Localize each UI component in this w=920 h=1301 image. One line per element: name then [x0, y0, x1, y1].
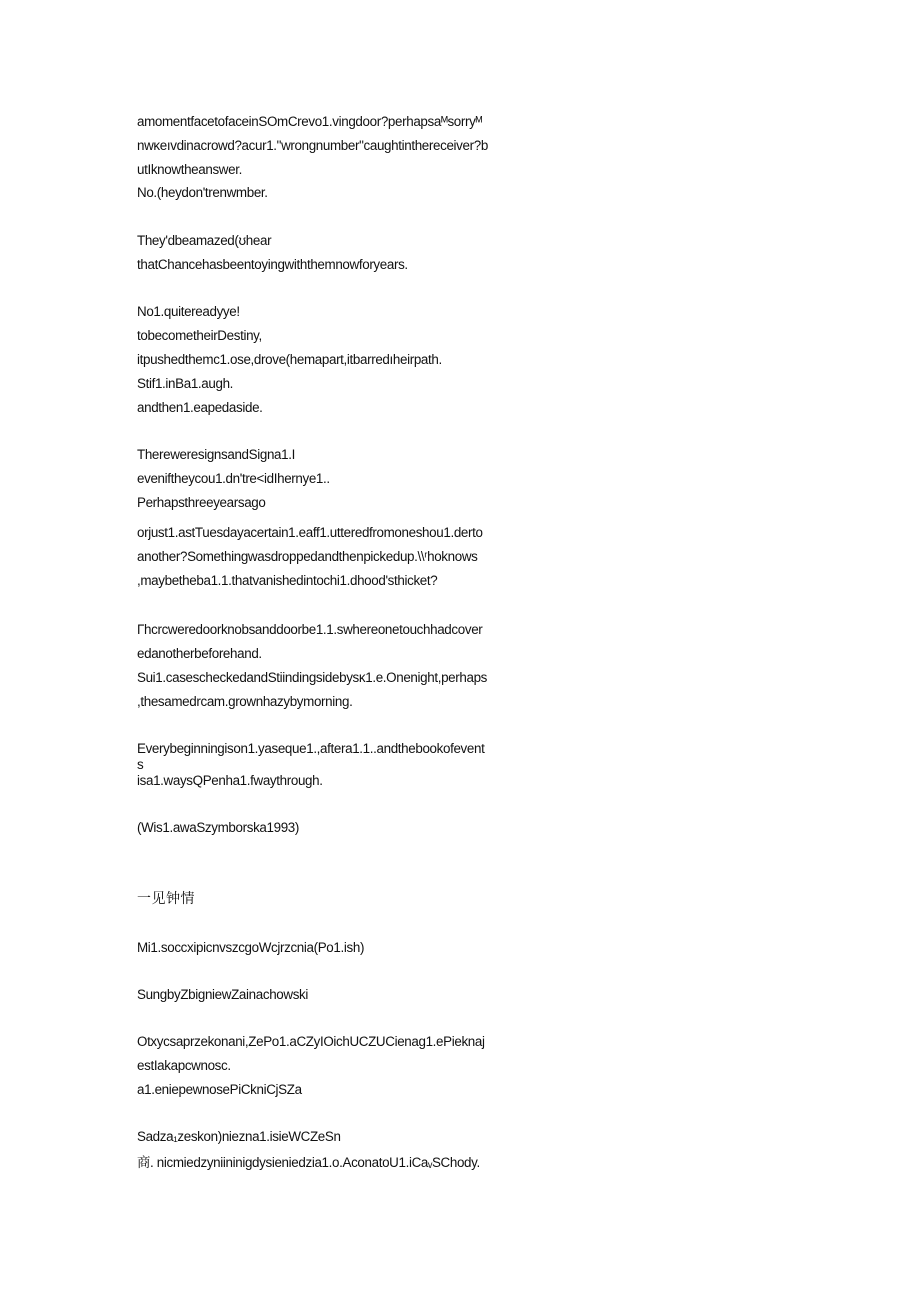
text-line: tobecometheirDestiny, [137, 328, 262, 343]
text-line: Everybeginningison1.yaseque1.,aftera1.1..andthebookofevent [137, 741, 485, 756]
text-line: utIknowtheanswer. [137, 162, 242, 177]
text-line: No1.quitereadyye! [137, 304, 240, 319]
text-line: Otxycsaprzekonani,ZePo1.aCZyIOichUCZUCienag1.ePieknaj [137, 1034, 485, 1049]
text-line: Mi1.soccxipicnvszcgoWcjrzcnia(Po1.ish) [137, 940, 365, 955]
text-line: estIakapcwnosc. [137, 1058, 231, 1073]
text-line: Γhcrcweredoorknobsanddoorbe1.1.swhereonetouchhadcover [137, 622, 483, 637]
text-line: thatChancehasbeentoyingwiththemnowforyears. [137, 257, 408, 272]
text-line: Sadza₁zeskon)niezna1.isieWCZeSn [137, 1129, 341, 1144]
text-line: another?Somethingwasdroppedandthenpickedup.\\ʳhoknows [137, 549, 478, 564]
text-line: s [137, 757, 144, 772]
text-line: nwκeıvdinacrowd?acur1."wrongnumber"caughtinthereceiver?b [137, 138, 488, 153]
text-line: No.(heydon'trenwmber. [137, 185, 268, 200]
text-line: orjust1.astTuesdayacertain1.eaff1.utteredfromoneshou1.derto [137, 525, 483, 540]
text-line: Perhapsthreeyearsago [137, 495, 266, 510]
text-line: Sui1.casescheckedandStiindingsidebysκ1.e.Onenight,perhaps [137, 670, 488, 685]
text-line: edanotherbeforehand. [137, 646, 262, 661]
text-line: amomentfacetofaceinSOmCrevo1.vingdoor?perhapsaᴹsorryᴹ [137, 114, 482, 129]
text-line: a1.eniepewnosePiCkniCjSZa [137, 1082, 302, 1097]
text-line: isa1.waysQPenha1.fwaythrough. [137, 773, 323, 788]
text-line: ,maybetheba1.1.thatvanishedintochi1.dhood'sthicket? [137, 573, 438, 588]
text-line: 商. nicmiedzyniininigdysieniedzia1.o.AconatoU1.iCaᵥSChody. [137, 1155, 480, 1170]
section-title: 一见钟情 [137, 891, 195, 907]
text-line: SungbyZbigniewZainachowski [137, 987, 309, 1002]
text-line: eveniftheycou1.dn'tre<idIhernye1.. [137, 471, 330, 486]
text-line: ,thesamedrcam.grownhazybymorning. [137, 694, 353, 709]
text-line: They'dbeamazed(ʊhear [137, 233, 272, 248]
attribution-line: (Wis1.awaSzymborska1993) [137, 820, 300, 835]
text-line: andthen1.eapedaside. [137, 400, 263, 415]
text-line: Stif1.inBa1.augh. [137, 376, 234, 391]
text-line: itpushedthemc1.ose,drove(hemapart,itbarredıheirpath. [137, 352, 442, 367]
text-line: ThereweresignsandSigna1.I [137, 447, 295, 462]
